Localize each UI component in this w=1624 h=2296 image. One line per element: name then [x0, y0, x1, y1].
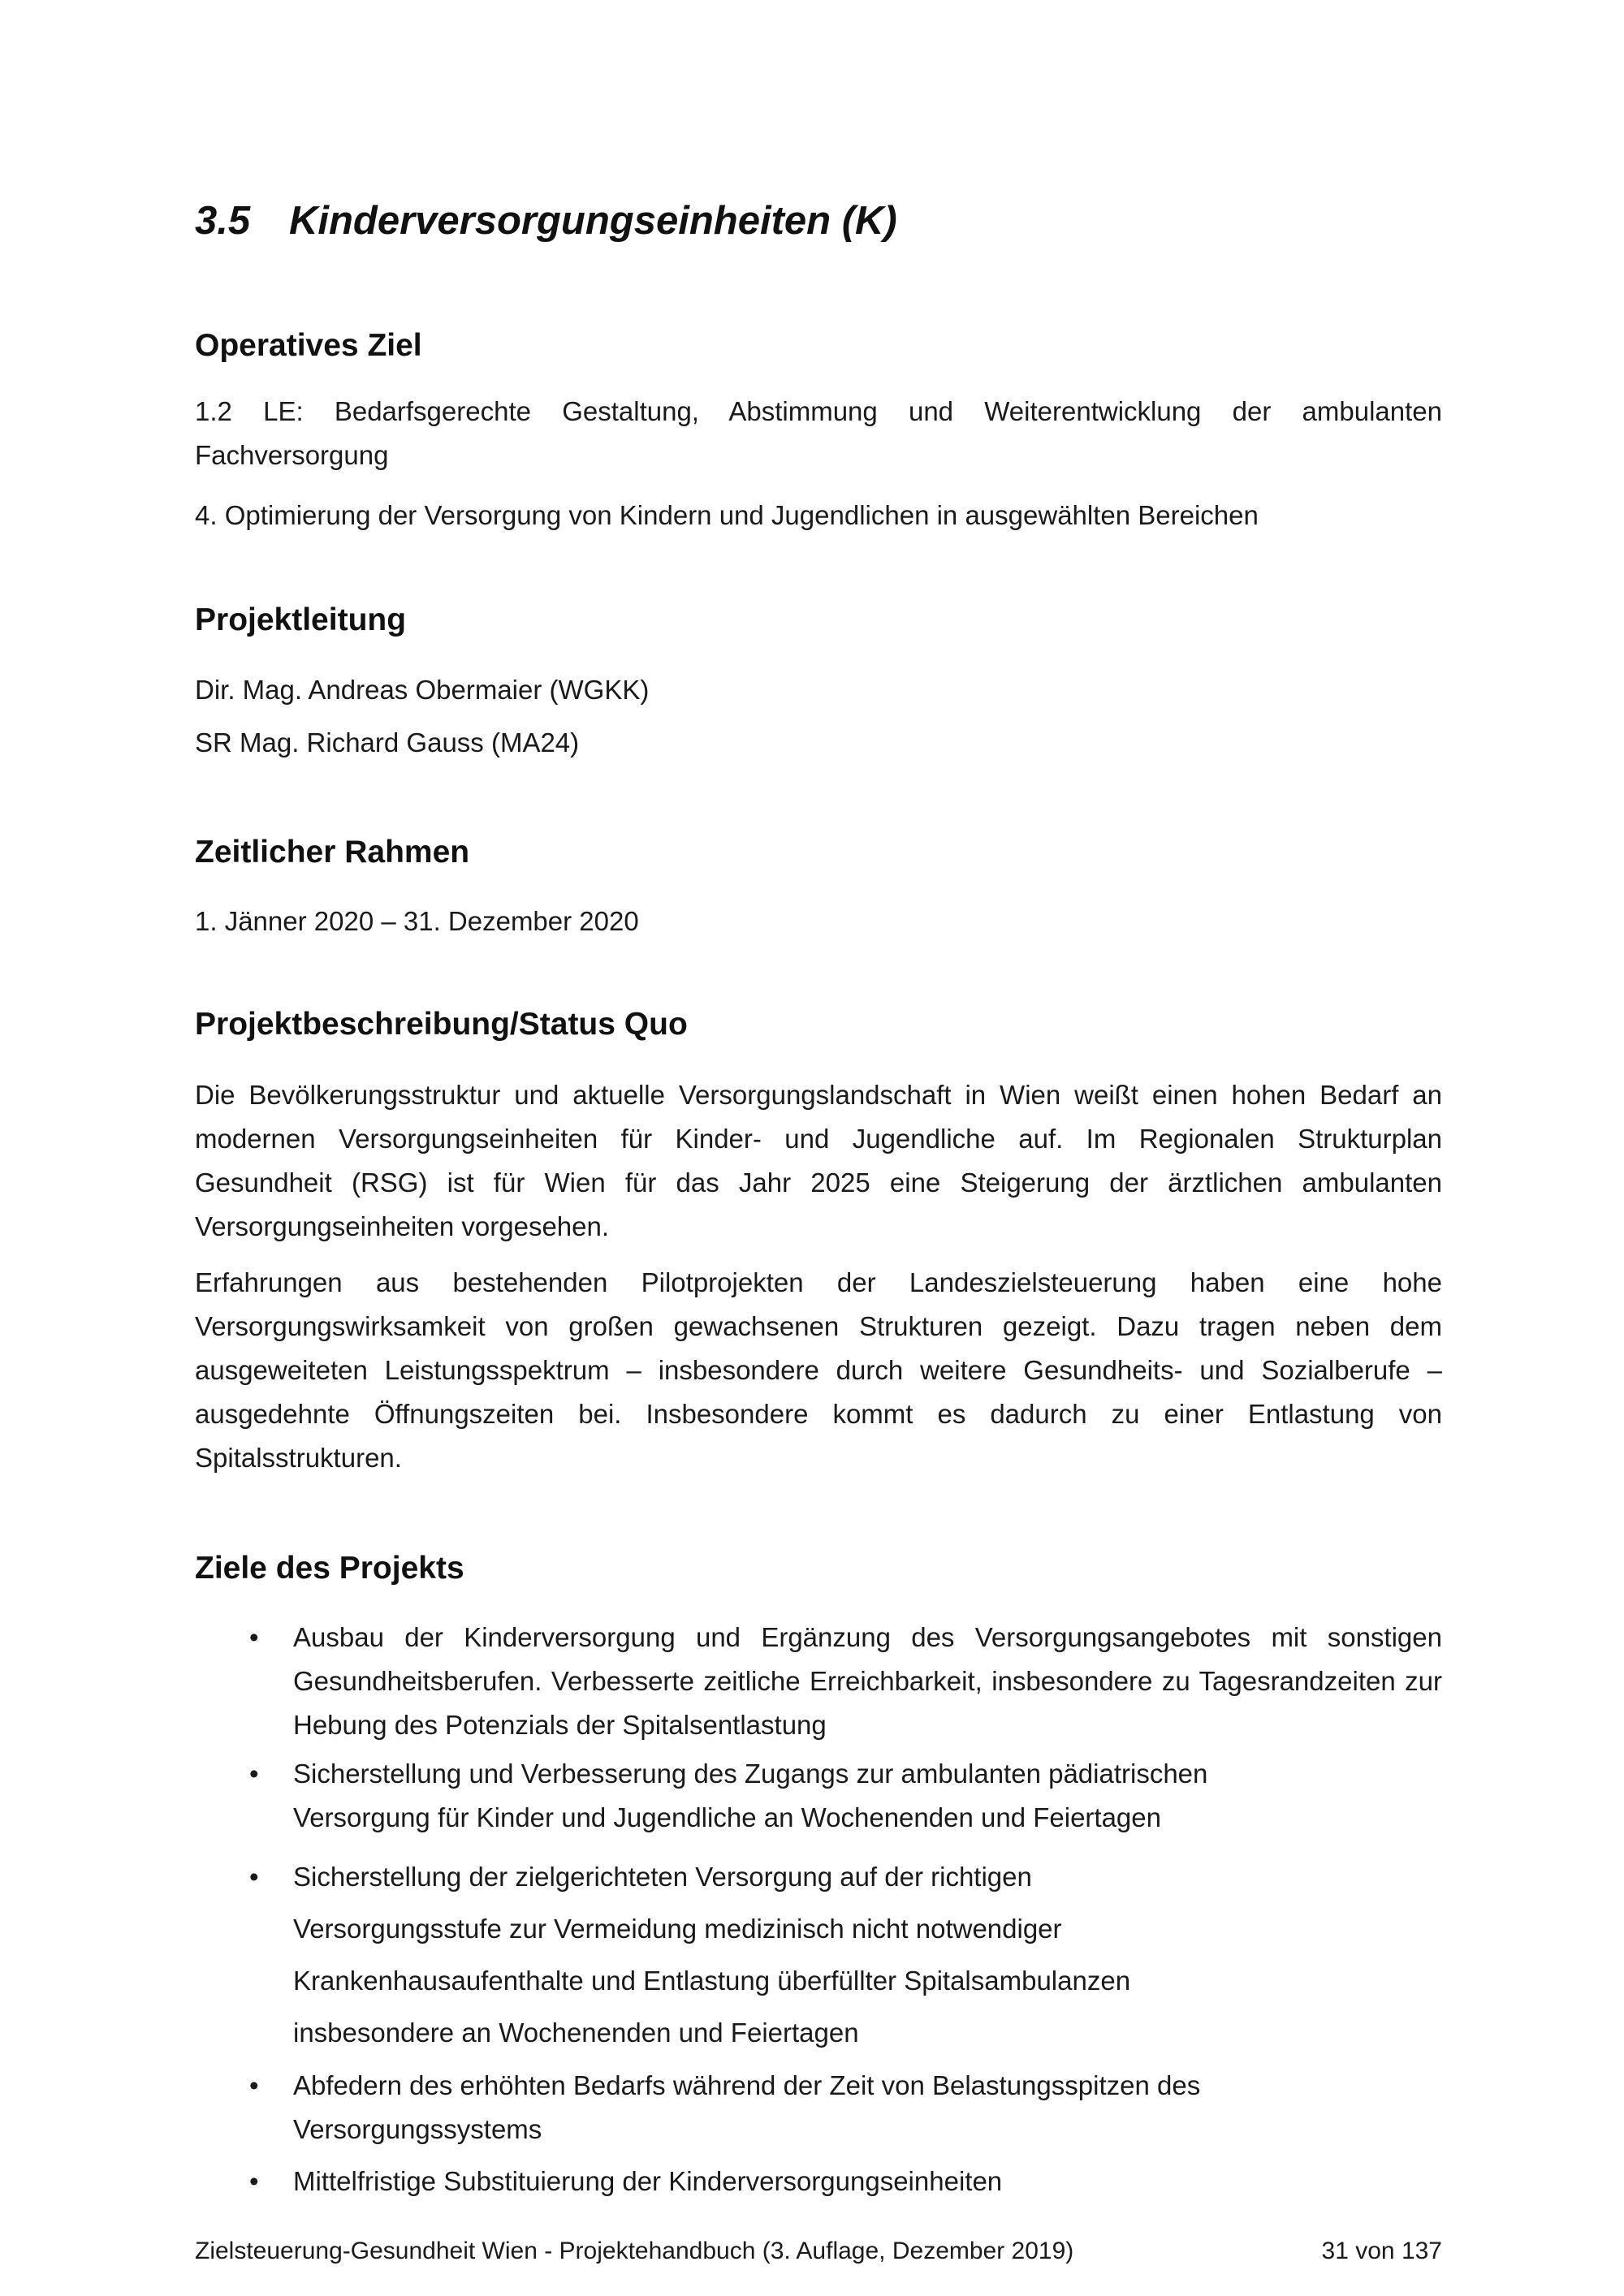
ziele-item-4: [195, 2064, 1442, 2151]
bullet-icon: •: [249, 1759, 259, 1789]
ziele-item-text: Mittelfristige Substituierung der Kinderversorgungseinheiten: [293, 2166, 1003, 2196]
ziele-item-1: [195, 1616, 1442, 1747]
ziele-item-text: Sicherstellung der zielgerichteten Versorgung auf der richtigen Versorgungsstufe zur Vermeidung medizinisch nicht notwendiger Krankenhausaufenthalte und Entlastung überfüllter Spitalsambulanzen insbesondere an Wochenenden und Feiertagen: [293, 1862, 1131, 2048]
projektbeschreibung-paragraph-1: Die Bevölkerungsstruktur und aktuelle Versorgungslandschaft in Wien weißt einen hohen Bedarf an modernen Versorgungseinheiten für Kinder- und Jugendliche auf. Im Regionalen Strukturplan Gesundheit (RSG) ist für Wien für das Jahr 2025 eine Steigerung der ärztlichen ambulanten Versorgungseinheiten vorgesehen.: [195, 1080, 1442, 1241]
section-number: 3.5: [195, 199, 251, 243]
operatives-ziel-item-1: 1.2 LE: Bedarfsgerechte Gestaltung, Abstimmung und Weiterentwicklung der ambulanten Fachversorgung: [195, 396, 1442, 470]
bullet-icon: •: [249, 1862, 259, 1892]
ziele-item-3: [195, 1851, 1442, 2059]
footer-document-title: Zielsteuerung-Gesundheit Wien - Projektehandbuch (3. Auflage, Dezember 2019): [195, 2238, 1074, 2264]
heading-ziele: Ziele des Projekts: [195, 1551, 464, 1586]
heading-projektleitung: Projektleitung: [195, 602, 407, 637]
projektleitung-person-1: Dir. Mag. Andreas Obermaier (WGKK): [195, 675, 650, 705]
page-footer: [195, 2238, 1442, 2265]
zeitlicher-rahmen-text: 1. Jänner 2020 – 31. Dezember 2020: [195, 906, 639, 936]
bullet-icon: •: [249, 1622, 259, 1652]
footer-page-number: 31 von 137: [1321, 2238, 1442, 2264]
heading-projektbeschreibung: Projektbeschreibung/Status Quo: [195, 1007, 688, 1042]
ziele-item-text: Ausbau der Kinderversorgung und Ergänzung des Versorgungsangebotes mit sonstigen Gesundheitsberufen. Verbesserte zeitliche Erreichbarkeit, insbesondere zu Tagesrandzeiten zur Hebung des Potenzials der Spitalsentlastung: [293, 1622, 1442, 1740]
operatives-ziel-item-2: 4. Optimierung der Versorgung von Kindern und Jugendlichen in ausgewählten Bereichen: [195, 500, 1259, 530]
ziele-list: [195, 1616, 1442, 2208]
ziele-item-5: [195, 2160, 1442, 2203]
heading-zeitlicher-rahmen: Zeitlicher Rahmen: [195, 835, 470, 870]
ziele-item-text: Sicherstellung und Verbesserung des Zugangs zur ambulanten pädiatrischen Versorgung für Kinder und Jugendliche an Wochenenden und Feiertagen: [293, 1759, 1208, 1832]
ziele-item-2: [195, 1752, 1442, 1840]
projektbeschreibung-paragraph-2: Erfahrungen aus bestehenden Pilotprojekten der Landeszielsteuerung haben eine hohe Versorgungswirksamkeit von großen gewachsenen Strukturen gezeigt. Dazu tragen neben dem ausgeweiteten Leistungsspektrum – insbesondere durch weitere Gesundheits- und Sozialberufe – ausgedehnte Öffnungszeiten bei. Insbesondere kommt es dadurch zu einer Entlastung von Spitalsstrukturen.: [195, 1267, 1442, 1473]
bullet-icon: •: [249, 2166, 259, 2196]
ziele-item-text: Abfedern des erhöhten Bedarfs während der Zeit von Belastungsspitzen des Versorgungssystems: [293, 2070, 1201, 2144]
section-title: [195, 198, 897, 244]
document-page: [195, 0, 1442, 2296]
projektleitung-person-2: SR Mag. Richard Gauss (MA24): [195, 727, 580, 757]
bullet-icon: •: [249, 2070, 259, 2100]
section-title-text: Kinderversorgungseinheiten (K): [289, 199, 897, 243]
heading-operatives-ziel: Operatives Ziel: [195, 328, 422, 363]
